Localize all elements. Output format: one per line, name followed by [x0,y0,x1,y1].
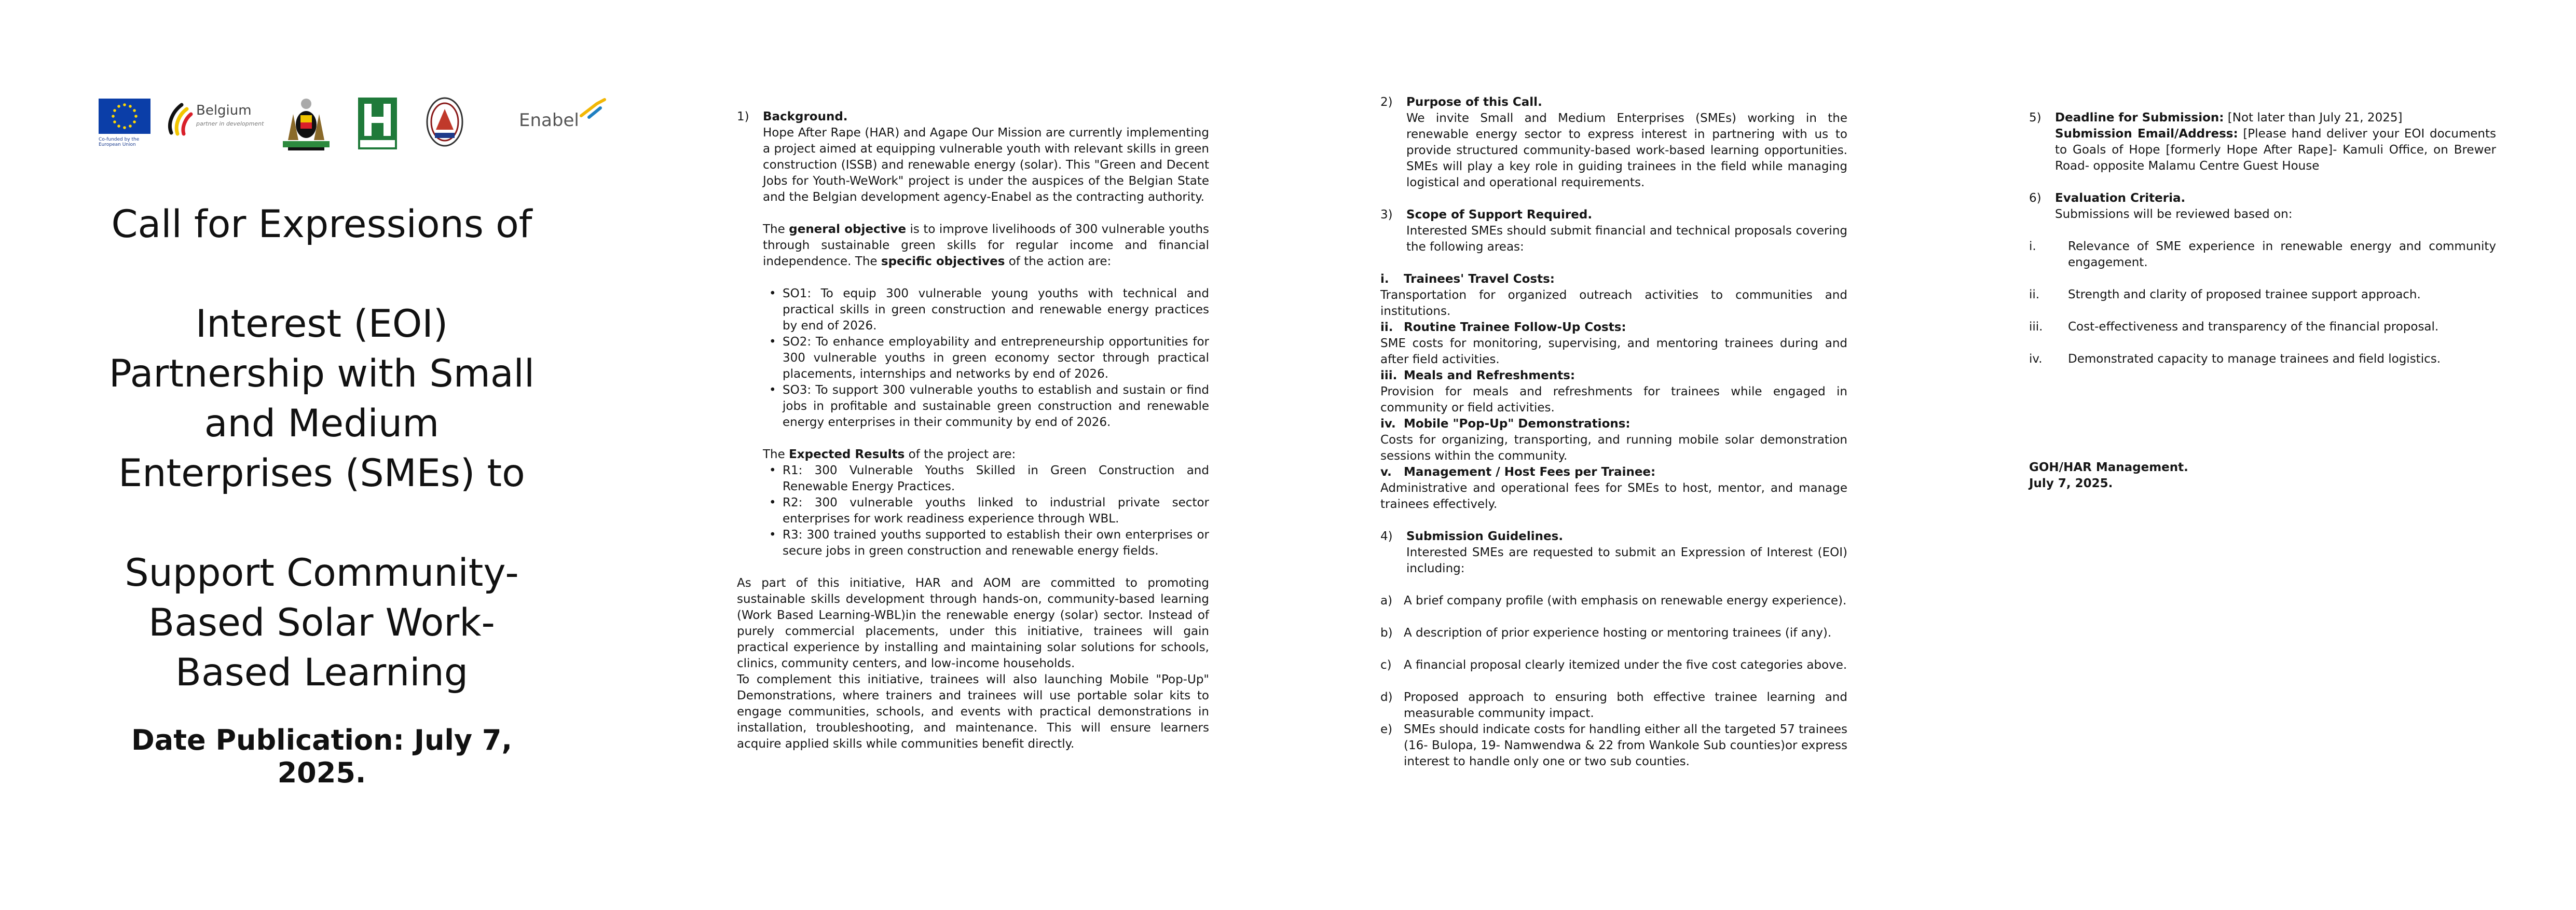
section-number: 6) [2029,191,2041,205]
scope-item-title: i. Trainees' Travel Costs: [1380,272,1555,286]
scope-item-title: iii. Meals and Refreshments: [1380,369,1575,382]
background-panel [737,0,1209,910]
title-line: Call for Expressions of [111,202,532,246]
scope-item-desc: Provision for meals and refreshments for trainees while engaged in community or field activities. [1380,385,1847,415]
scope-item-desc: Transportation for organized outreach activities to communities and institutions. [1380,288,1847,318]
scope-item-title: v. Management / Host Fees per Trainee: [1380,465,1656,479]
submission-address-text: Submission Email/Address: [Please hand deliver your EOI documents to Goals of Hope [formerly Hope After Rape]- Kamuli Office, on Brewer Road- opposite Malamu Centre Guest House [2055,127,2496,173]
section-number: 3) [1380,208,1393,222]
scope-text: Interested SMEs should submit financial and technical proposals covering the following areas: [1406,224,1847,254]
guidelines-text: Interested SMEs are requested to submit an Expression of Interest (EOI) including: [1406,546,1847,575]
background-text: Hope After Rape (HAR) and Agape Our Mission are currently implementing a project aimed at equipping vulnerable youth with relevant skills in green construction (ISSB) and renewable energy (solar). This "Green and Decent Jobs for Youth-WeWork" project is under the auspices of the Belgian State and the Belgian development agency-Enabel as the contracting authority. [763,126,1209,204]
list-item: • R2: 300 vulnerable youths linked to industrial private sector enterprises for work readiness experience through WBL. [763,495,1209,527]
signoff-org: GOH/HAR Management. [2029,461,2188,474]
list-item: • R1: 300 Vulnerable Youths Skilled in Green Construction and Renewable Energy Practices. [763,463,1209,495]
title-line: Support Community- [125,551,519,595]
expected-results-text: The Expected Results of the project are: [763,448,1016,461]
list-item: iv. Demonstrated capacity to manage trainees and field logistics. [2029,352,2441,366]
submission-panel [2029,0,2496,910]
deadline-text: Deadline for Submission: [Not later than July 21, 2025] [2055,111,2403,125]
section-heading: Scope of Support Required. [1406,208,1593,222]
scope-item-desc: Costs for organizing, transporting, and running mobile solar demonstration sessions within the community. [1380,433,1847,463]
scope-item-title: iv. Mobile "Pop-Up" Demonstrations: [1380,417,1630,431]
title-line: Enterprises (SMEs) to [118,451,525,495]
section-number: 2) [1380,95,1393,109]
list-item: ii. Strength and clarity of proposed trainee support approach. [2029,288,2421,301]
title-line [93,250,550,299]
details-panel [1380,0,1847,910]
eu-caption: Co-funded by the European Union [99,137,140,147]
enabel-name: Enabel [519,110,579,131]
scope-item-title: ii. Routine Trainee Follow-Up Costs: [1380,321,1626,334]
title-line: Based Learning [175,651,469,695]
badge-logo [426,93,464,153]
partner-logos [99,93,618,156]
list-item: a) A brief company profile (with emphasis on renewable energy experience). [1380,594,1847,608]
title-line [93,499,550,548]
list-item: e) SMEs should indicate costs for handling either all the targeted 57 trainees (16- Bulopa, 19- Namwendwa & 22 from Wankole Sub counties)or express interest to handle only one or two sub counties. [1380,723,1847,768]
belgium-name: Belgium [196,103,252,118]
section-heading: Purpose of this Call. [1406,95,1542,109]
section-heading: Submission Guidelines. [1406,530,1564,543]
section-number: 1) [737,110,749,123]
general-objective-text: The general objective is to improve livelihoods of 300 vulnerable youths through sustainable green skills for regular income and financial independence. The specific objectives of the action are: [763,223,1209,268]
popup-paragraph: To complement this initiative, trainees will also launching Mobile "Pop-Up" Demonstrations, where trainers and trainees will use portable solar kits to engage communities, schools, and events with practical demonstrations in installation, troubleshooting, and maintenance. This will ensure learners acquire applied skills while communities benefit directly. [737,673,1209,751]
title-line: Partnership with Small [108,352,535,396]
uganda-coat-of-arms-logo [278,93,335,153]
list-item: • SO1: To equip 300 vulnerable young youths with technical and practical skills in green construction and renewable energy practices by end of 2026. [763,286,1209,334]
list-item: iii. Cost-effectiveness and transparency of the financial proposal. [2029,320,2439,334]
enabel-logo [519,93,612,153]
title-line: and Medium [204,402,440,446]
list-item: • R3: 300 trained youths supported to establish their own enterprises or secure jobs in green construction and renewable energy fields. [763,527,1209,559]
belgium-logo [166,93,270,153]
publication-date: Date Publication: July 7, 2025. [131,724,513,789]
evaluation-text: Submissions will be reviewed based on: [2055,208,2293,221]
list-item: • SO2: To enhance employability and entrepreneurship opportunities for 300 vulnerable youths in green economy sector through practical placements, internships and networks by end of 2026. [763,334,1209,382]
section-heading: Evaluation Criteria. [2055,191,2186,205]
deadline-section [2029,110,2496,367]
section-heading: Background. [763,110,848,123]
belgium-subtitle: partner in development [196,120,264,127]
title-line: Interest (EOI) [195,302,448,346]
background-section [737,109,1209,752]
initiative-paragraph: As part of this initiative, HAR and AOM are committed to promoting sustainable skills development through hands-on, community-based learning (Work Based Learning-WBL)in the renewable energy (solar) sector. Instead of purely commercial placements, under this initiative, trainees will gain practical experience by installing and maintaining solar solutions for schools, clinics, community centers, and low-income households. [737,576,1209,670]
eu-flag-logo [99,99,150,134]
purpose-text: We invite Small and Medium Enterprises (SMEs) working in the renewable energy sector to express interest in partnering with us to provide structured community-based work-based learning opportunities. SMEs will play a key role in guiding trainees in the field while managing logistical and operational requirements. [1406,112,1847,189]
list-item: c) A financial proposal clearly itemized under the five cost categories above. [1380,658,1847,672]
list-item: b) A description of prior experience hosting or mentoring trainees (if any). [1380,626,1832,640]
signoff [2029,460,2496,492]
cover-panel [0,0,643,910]
list-item: i. Relevance of SME experience in renewable energy and community engagement. [2029,240,2496,269]
h-green-logo [358,93,397,153]
list-item: • SO3: To support 300 vulnerable youths to establish and sustain or find jobs in profitable and sustainable green construction and renewable energy enterprises in their community by end of 2026. [763,382,1209,431]
signoff-date: July 7, 2025. [2029,477,2113,490]
scope-item-desc: Administrative and operational fees for SMEs to host, mentor, and manage trainees effectively. [1380,481,1847,511]
scope-item-desc: SME costs for monitoring, supervising, and mentoring trainees during and after field activities. [1380,337,1847,366]
title-line: Based Solar Work- [148,601,495,645]
section-number: 5) [2029,111,2041,125]
list-item: d) Proposed approach to ensuring both effective trainee learning and measurable community impact. [1380,691,1847,720]
purpose-section [1380,94,1847,770]
section-number: 4) [1380,530,1393,543]
page-title [93,200,550,698]
